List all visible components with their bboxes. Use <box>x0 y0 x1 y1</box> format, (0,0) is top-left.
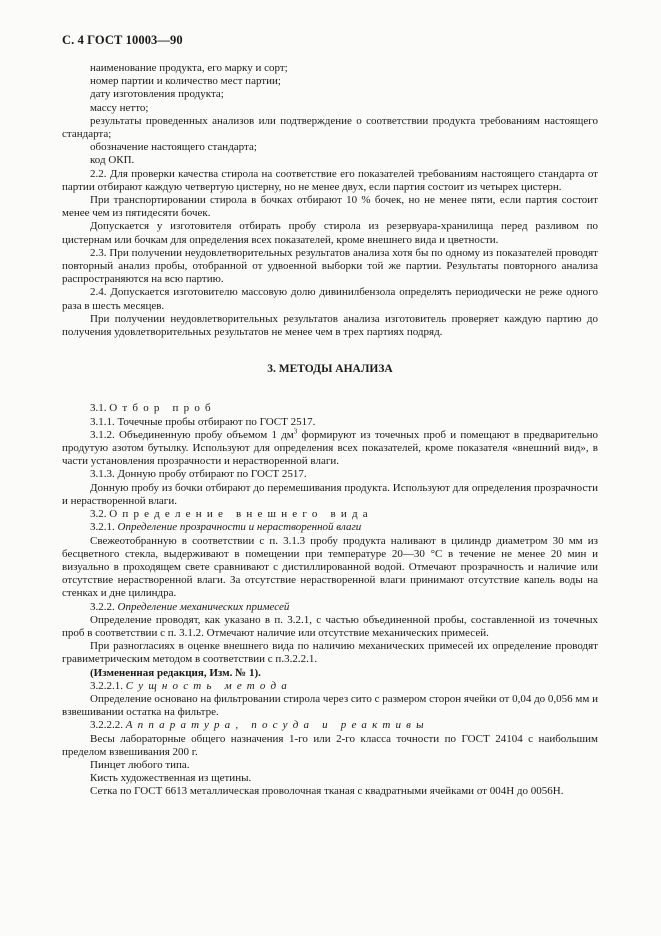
paragraph-scales: Весы лабораторные общего назначения 1-го или 2-го класса точности по ГОСТ 24104 с наибольшим пределом взвешивания 200 г. <box>62 732 598 758</box>
list-item: обозначение настоящего стандарта; <box>90 141 257 154</box>
paragraph-3-1-1: 3.1.1. Точечные пробы отбирают по ГОСТ 2517. <box>90 415 316 428</box>
paragraph-fresh-sample: Свежеотобранную в соответствии с п. 3.1.3 пробу продукта наливают в цилиндр диаметром 30 мм из бесцветного стекла, выдерживают в помещении при температуре 20—30 °С в течение не менее 20 мин и визуально в проходящем свете сравнивают с дистиллированной водой. Отмечают прозрачность и наличие или отсутствие нерастворенной влаги. За отсутствие нерастворенной влаги принимают отсутствие капель воды на стенках и дне цилиндра. <box>62 534 598 600</box>
subsection-title: Определение внешнего вида <box>109 508 373 521</box>
subsection-number: 3.2.1. <box>90 521 115 534</box>
paragraph-2-4: 2.4. Допускается изготовителю массовую долю дивинилбензола определять периодически не реже одного раза в шесть месяцев. <box>62 286 598 312</box>
revision-note: (Измененная редакция, Изм. № 1). <box>90 666 261 679</box>
list-item: код ОКП. <box>90 154 135 167</box>
text-run: формируют из точечных проб и помещают в предварительно продутую азотом бутылку. Используют для определения всех показателей, кроме показателя «внешний вид», в части установления прозрачности и нерастворенной влаги. <box>62 428 598 468</box>
subsection-title: Определение прозрачности и нерастворенной влаги <box>117 521 362 534</box>
subsection-title: Сущность метода <box>125 679 292 692</box>
paragraph-tweezers: Пинцет любого типа. <box>90 758 190 771</box>
subsection-3-2-2-1 <box>62 680 598 693</box>
subsection-3-1 <box>62 402 598 415</box>
paragraph-reservoir: Допускается у изготовителя отбирать пробу стирола из резервуара-хранилища перед разливом по цистернам или бочкам для определения всех показателей, кроме внешнего вида и цветности. <box>62 220 598 246</box>
paragraph-3-1-3: 3.1.3. Донную пробу отбирают по ГОСТ 2517. <box>90 468 307 481</box>
document-body <box>62 62 598 799</box>
superscript: 3 <box>293 427 298 436</box>
subsection-number: 3.1. <box>90 402 107 415</box>
subsection-title: Аппаратура, посуда и реактивы <box>125 719 429 732</box>
subsection-number: 3.2.2.2. <box>90 719 123 732</box>
text-run: 3.1.2. Объединенную пробу объемом 1 дм <box>90 428 294 441</box>
paragraph-2-2: 2.2. Для проверки качества стирола на соответствие его показателей требованиям настоящего стандарта от партии отбирают каждую четвертую цистерну, но не менее двух, если партия состоит из четырех цистерн. <box>62 167 598 193</box>
list-item: дату изготовления продукта; <box>90 88 224 101</box>
paragraph-brush: Кисть художественная из щетины. <box>90 772 252 785</box>
paragraph-essence: Определение основано на фильтровании стирола через сито с размером сторон ячейки от 0,04 до 0,056 мм и взвешивании остатка на фильтре. <box>62 692 598 719</box>
paragraph-3-1-2 <box>62 429 598 469</box>
subsection-number: 3.2. <box>90 508 107 521</box>
paragraph-mechanical: Определение проводят, как указано в п. 3.2.1, с частью объединенной пробы, составленной из точечных проб в соответствии с п. 3.1.2. Отмечают наличие или отсутствие механических примесей. <box>62 613 598 639</box>
list-item: наименование продукта, его марку и сорт; <box>90 62 288 74</box>
list-item: массу нетто; <box>90 101 149 114</box>
list-item: номер партии и количество мест партии; <box>90 75 281 88</box>
subsection-title: Отбор проб <box>109 402 216 415</box>
subsection-title: Определение механических примесей <box>117 600 290 613</box>
paragraph-bottom-sample: Донную пробу из бочки отбирают до перемешивания продукта. Используют для определения прозрачности и нерастворенной влаги. <box>62 481 598 507</box>
paragraph-unsatisfactory: При получении неудовлетворительных результатов анализа изготовитель проверяет каждую партию до получения удовлетворительных результатов не менее чем в трех партиях подряд. <box>62 312 598 339</box>
subsection-3-2-2-2 <box>62 719 598 732</box>
paragraph-barrels: При транспортировании стирола в бочках отбирают 10 % бочек, но не менее пяти, если партия состоит менее чем из пятидесяти бочек. <box>62 194 598 220</box>
subsection-3-2 <box>62 508 598 521</box>
paragraph-mesh: Сетка по ГОСТ 6613 металлическая проволочная тканая с квадратными ячейками от 004Н до 0056Н. <box>90 785 564 798</box>
subsection-3-2-1 <box>62 521 598 534</box>
section-title: 3. МЕТОДЫ АНАЛИЗА <box>267 363 393 376</box>
paragraph-2-3: 2.3. При получении неудовлетворительных результатов анализа хотя бы по одному из показателей проводят повторный анализ пробы, отобранной от удвоенной выборки той же партии. Результаты повторного анализа распространяются на всю партию. <box>62 246 598 286</box>
subsection-number: 3.2.2. <box>90 600 115 613</box>
page-header: С. 4 ГОСТ 10003—90 <box>62 33 183 47</box>
subsection-3-2-2 <box>62 601 598 614</box>
paragraph-disagreement: При разногласиях в оценке внешнего вида по наличию механических примесей их определение проводят гравиметрическим методом в соответствии с п.3.2.2.1. <box>62 640 598 666</box>
subsection-number: 3.2.2.1. <box>90 679 123 692</box>
list-item: результаты проведенных анализов или подтверждение о соответствии продукта требованиям настоящего стандарта; <box>62 114 598 141</box>
